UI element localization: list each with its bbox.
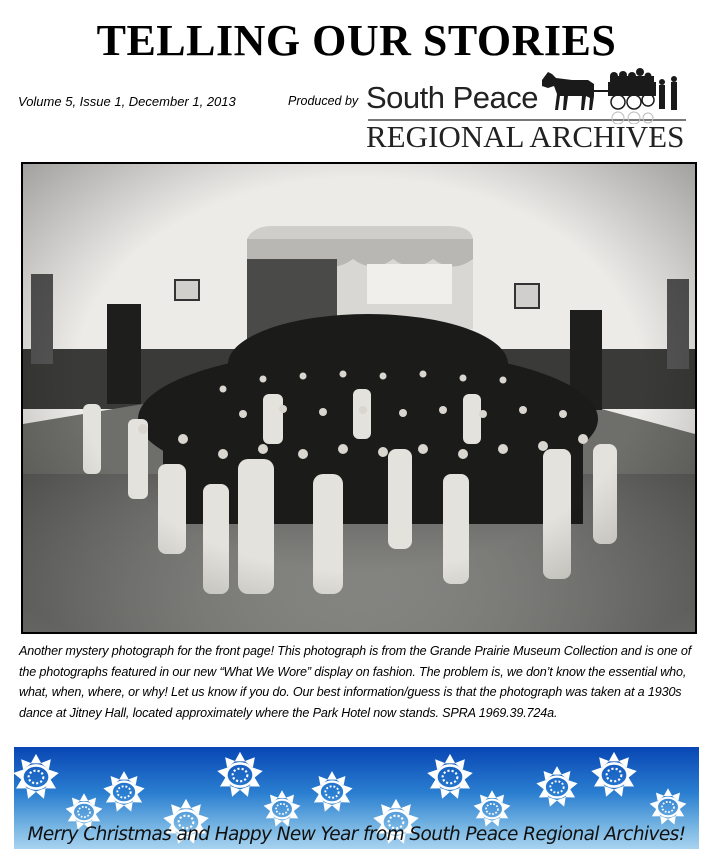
logo-line-regional-archives: REGIONAL ARCHIVES [366,119,685,154]
photo-illustration [23,164,695,632]
logo-line-south-peace: South Peace [366,80,539,115]
holiday-banner [14,747,699,849]
historical-group-photo [21,162,697,634]
newsletter-title: TELLING OUR STORIES [96,16,617,65]
photo-caption: Another mystery photograph for the front page! This photograph is from the Grande Prairie Museum Collection and is one of the photographs featured in our new “What We Wore” display on fashion. The problem is, we don’t know the essential who, what, when, where, or why! Let us know if you do. Our best information/guess is that the photograph was taken at a 1930s dance at Jitney Hall, located approximately where the Park Hotel now stands. SPRA 1969.39.724a. [19,644,692,720]
produced-by-label: Produced by [288,94,359,108]
horse-wagon-icon [538,66,688,124]
holiday-greeting: Merry Christmas and Happy New Year from South Peace Regional Archives! [27,824,686,845]
issue-info: Volume 5, Issue 1, December 1, 2013 [18,94,236,109]
